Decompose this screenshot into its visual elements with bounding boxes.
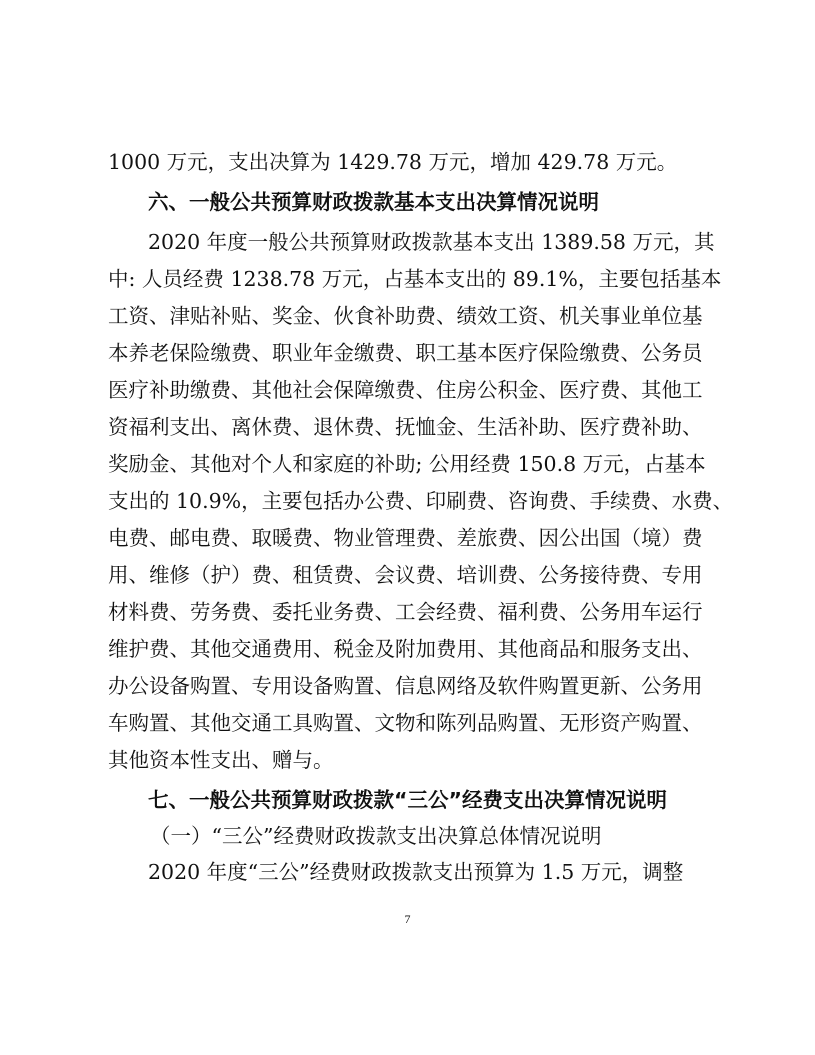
paragraph-line: 奖励金、其他对个人和家庭的补助; 公用经费 150.8 万元，占基本 [108, 452, 706, 476]
paragraph-line: 电费、邮电费、取暖费、物业管理费、差旅费、因公出国（境）费 [108, 526, 703, 550]
paragraph-line: 维护费、其他交通费用、税金及附加费用、其他商品和服务支出、 [108, 637, 703, 661]
paragraph-line: 支出的 10.9%，主要包括办公费、印刷费、咨询费、手续费、水费、 [108, 489, 734, 513]
paragraph-line: 车购置、其他交通工具购置、文物和陈列品购置、无形资产购置、 [108, 711, 703, 735]
paragraph-line: 资福利支出、离休费、退休费、抚恤金、生活补助、医疗费补助、 [108, 415, 703, 439]
section-heading-six: 六、一般公共预算财政拨款基本支出决算情况说明 [148, 190, 599, 214]
section-heading-seven: 七、一般公共预算财政拨款“三公”经费支出决算情况说明 [148, 788, 667, 812]
paragraph-line: 办公设备购置、专用设备购置、信息网络及软件购置更新、公务用 [108, 674, 703, 698]
paragraph-line: 材料费、劳务费、委托业务费、工会经费、福利费、公务用车运行 [108, 600, 703, 624]
paragraph-line: 中: 人员经费 1238.78 万元，占基本支出的 89.1%，主要包括基本 [108, 267, 722, 291]
paragraph-line: 2020 年度一般公共预算财政拨款基本支出 1389.58 万元，其 [148, 230, 715, 254]
subsection-heading: （一）“三公”经费财政拨款支出决算总体情况说明 [150, 824, 602, 848]
paragraph-line: 用、维修（护）费、租赁费、会议费、培训费、公务接待费、专用 [108, 563, 703, 587]
paragraph-line: 本养老保险缴费、职业年金缴费、职工基本医疗保险缴费、公务员 [108, 341, 703, 365]
paragraph-line: 医疗补助缴费、其他社会保障缴费、住房公积金、医疗费、其他工 [108, 378, 703, 402]
paragraph-line: 工资、津贴补贴、奖金、伙食补助费、绩效工资、机关事业单位基 [108, 304, 703, 328]
page-number: 7 [404, 912, 411, 926]
paragraph-line: 2020 年度“三公”经费财政拨款支出预算为 1.5 万元，调整 [148, 860, 684, 884]
paragraph-line: 1000 万元，支出决算为 1429.78 万元，增加 429.78 万元。 [108, 150, 678, 174]
paragraph-line: 其他资本性支出、赠与。 [108, 748, 334, 772]
